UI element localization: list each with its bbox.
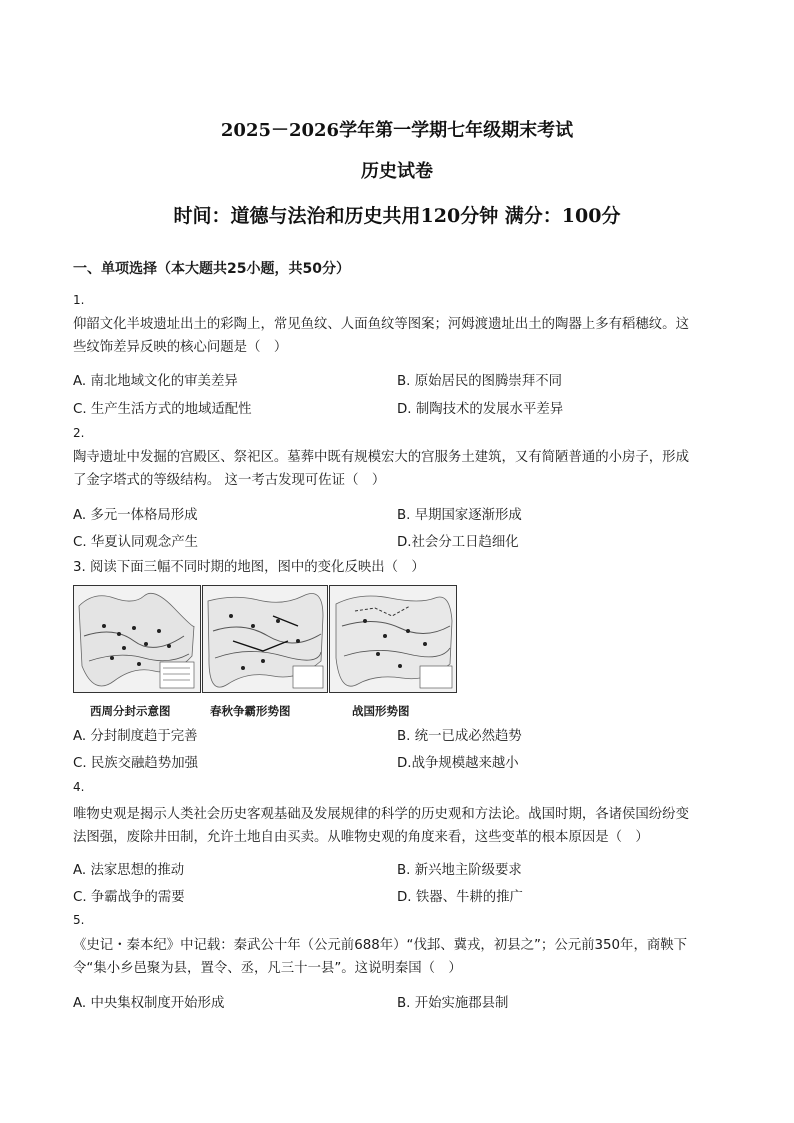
exam-info: 时间：道德与法治和历史共用120分钟 满分：100分: [173, 205, 621, 227]
q4-option-b: B. 新兴地主阶级要求: [397, 863, 522, 878]
q5-option-b: B. 开始实施郡县制: [397, 996, 509, 1011]
q4-option-c: C. 争霸战争的需要: [73, 890, 185, 905]
exam-subtitle: 历史试卷: [361, 161, 433, 182]
q5-option-a: A. 中央集权制度开始形成: [73, 996, 225, 1011]
q3-stem: 3. 阅读下面三幅不同时期的地图，图中的变化反映出（ ）: [73, 560, 425, 575]
q4-line1: 唯物史观是揭示人类社会历史客观基础及发展规律的科学的历史观和方法论。战国时期，各诸侯国纷纷变: [73, 807, 689, 822]
q1-stem: [73, 313, 723, 359]
q2-line2: 了金字塔式的等级结构。 这一考古发现可佐证（ ）: [73, 473, 386, 488]
q2-stem: [73, 446, 723, 492]
q2-option-d: D.社会分工日趋细化: [397, 535, 519, 550]
caption-western-zhou: 西周分封示意图: [90, 704, 171, 718]
map-western-zhou: [73, 585, 201, 693]
q3-option-c: C. 民族交融趋势加强: [73, 756, 198, 771]
q4-number: 4.: [73, 780, 85, 794]
q4-option-a: A. 法家思想的推动: [73, 863, 185, 878]
q1-option-d: D. 制陶技术的发展水平差异: [397, 402, 564, 417]
q3-option-d: D.战争规模越来越小: [397, 756, 519, 771]
q2-option-c: C. 华夏认同观念产生: [73, 535, 198, 550]
q5-number: 5.: [73, 913, 85, 927]
q2-option-a: A. 多元一体格局形成: [73, 508, 198, 523]
q5-line2: 令“集小乡邑聚为县，置令、丞，凡三十一县”。这说明秦国（ ）: [73, 961, 462, 976]
q5-line1: 《史记・秦本纪》中记载：秦武公十年（公元前688年）“伐邽、冀戎，初县之”；公元前350年，商鞅下: [73, 938, 688, 953]
q1-number: 1.: [73, 293, 85, 307]
q1-option-c: C. 生产生活方式的地域适配性: [73, 402, 252, 417]
q1-line1: 仰韶文化半坡遗址出土的彩陶上，常见鱼纹、人面鱼纹等图案；河姆渡遗址出土的陶器上多有稻穗纹。这: [73, 317, 689, 332]
section-heading: 一、单项选择（本大题共25小题，共50分）: [73, 261, 350, 277]
q2-option-b: B. 早期国家逐渐形成: [397, 508, 522, 523]
caption-warring-states: 战国形势图: [352, 704, 410, 718]
q2-line1: 陶寺遗址中发掘的宫殿区、祭祀区。墓葬中既有规模宏大的宫服务土建筑，又有简陋普通的小房子，形成: [73, 450, 689, 465]
q1-option-b: B. 原始居民的图腾崇拜不同: [397, 374, 562, 389]
map-warring-states: [329, 585, 457, 693]
q1-option-a: A. 南北地域文化的审美差异: [73, 374, 238, 389]
q3-map-figure: [73, 585, 459, 691]
q1-line2: 些纹饰差异反映的核心问题是（ ）: [73, 340, 288, 355]
caption-spring-autumn: 春秋争霸形势图: [210, 704, 291, 718]
exam-title: 2025－2026学年第一学期七年级期末考试: [220, 120, 574, 141]
q2-number: 2.: [73, 426, 85, 440]
map-spring-autumn: [202, 585, 328, 693]
q4-option-d: D. 铁器、牛耕的推广: [397, 890, 523, 905]
q4-line2: 法图强，废除井田制，允许土地自由买卖。从唯物史观的角度来看，这些变革的根本原因是（ ）: [73, 830, 649, 845]
q5-stem: [73, 934, 723, 980]
q3-option-a: A. 分封制度趋于完善: [73, 729, 198, 744]
q3-option-b: B. 统一已成必然趋势: [397, 729, 522, 744]
q4-stem: [73, 803, 723, 849]
